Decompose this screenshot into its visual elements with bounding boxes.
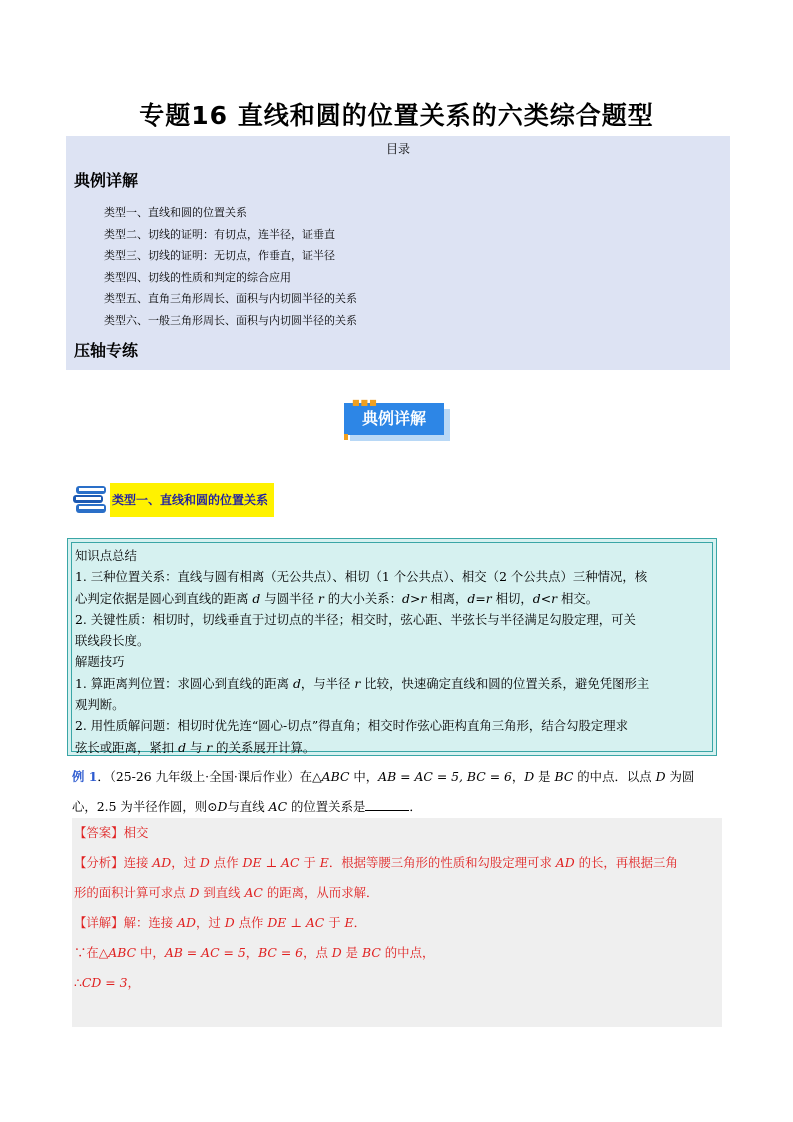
knowledge-line: 心判定依据是圆心到直线的距离 d 与圆半径 r 的大小关系：d>r 相离，d=r 相切，d<r 相交。 (75, 590, 599, 606)
toc-item[interactable]: 类型三、切线的证明：无切点，作垂直，证半径 (104, 249, 335, 262)
section-banner (344, 398, 450, 443)
example-line: 例 1．（25-26 九年级上·全国·课后作业）在△ABC 中，AB = AC = 5, BC = 6，D 是 BC 的中点．以点 D 为圆 (72, 769, 695, 784)
toc-item[interactable]: 类型四、切线的性质和判定的综合应用 (104, 270, 291, 284)
example-question (72, 762, 722, 822)
knowledge-line: 1. 三种位置关系：直线与圆有相离（无公共点）、相切（1 个公共点）、相交（2 个公共点）三种情况，核 (75, 569, 648, 585)
analysis-line: 形的面积计算可求点 D 到直线 AC 的距离，从而求解． (74, 885, 379, 900)
books-icon (72, 484, 110, 516)
example-number: 例 1 (72, 769, 98, 784)
toc-item[interactable]: 类型六、一般三角形周长、面积与内切圆半径的关系 (104, 313, 357, 327)
toc-heading-challenge[interactable]: 压轴专练 (74, 341, 139, 360)
knowledge-line: 联线段长度。 (75, 633, 150, 649)
banner-label: 典例详解 (344, 403, 444, 435)
toc-item[interactable]: 类型一、直线和圆的位置关系 (104, 206, 247, 219)
analysis-line: 【分析】连接 AD，过 D 点作 DE ⊥ AC 于 E．根据等腰三角形的性质和勾股定理可求 AD 的长，再根据三角 (74, 855, 678, 870)
knowledge-heading: 解题技巧 (75, 654, 125, 670)
type-label: 类型一、直线和圆的位置关系 (110, 483, 274, 517)
knowledge-line: 2. 用性质解问题：相切时优先连“圆心-切点”得直角；相交时作弦心距构直角三角形，结合勾股定理求 (75, 718, 629, 734)
corner-accent (344, 434, 348, 440)
detail-line: 【详解】解：连接 AD，过 D 点作 DE ⊥ AC 于 E． (74, 915, 366, 930)
knowledge-line: 2. 关键性质：相切时，切线垂直于过切点的半径；相交时，弦心距、半弦长与半径满足勾股定理，可关 (75, 611, 636, 627)
knowledge-heading: 知识点总结 (75, 548, 137, 563)
answer-block (72, 818, 722, 1027)
knowledge-line: 1. 算距离判位置：求圆心到直线的距离 d，与半径 r 比较，快速确定直线和圆的位置关系，避免凭图形主 (75, 675, 650, 691)
answer-line: 【答案】相交 (74, 825, 149, 840)
toc-item[interactable]: 类型二、切线的证明：有切点，连半径，证垂直 (104, 227, 335, 241)
detail-line: ∴CD = 3， (74, 975, 140, 990)
detail-line: ∵在△ABC 中，AB = AC = 5，BC = 6，点 D 是 BC 的中点， (74, 945, 435, 960)
dots-icon: ■■■ (352, 398, 378, 407)
toc-list (104, 202, 357, 331)
table-of-contents (66, 136, 730, 370)
knowledge-line: 观判断。 (75, 697, 125, 713)
page-title: 专题16 直线和圆的位置关系的六类综合题型 (139, 101, 654, 130)
knowledge-line: 弦长或距离，紧扣 d 与 r 的关系展开计算。 (75, 739, 316, 755)
example-line: 心，2.5 为半径作圆，则⊙D与直线 AC 的位置关系是 ． (72, 799, 422, 814)
toc-label: 目录 (385, 142, 410, 156)
toc-item[interactable]: 类型五、直角三角形周长、面积与内切圆半径的关系 (104, 292, 357, 305)
knowledge-box (67, 538, 717, 756)
answer-blank[interactable] (365, 798, 409, 811)
toc-heading-examples[interactable]: 典例详解 (74, 171, 139, 190)
